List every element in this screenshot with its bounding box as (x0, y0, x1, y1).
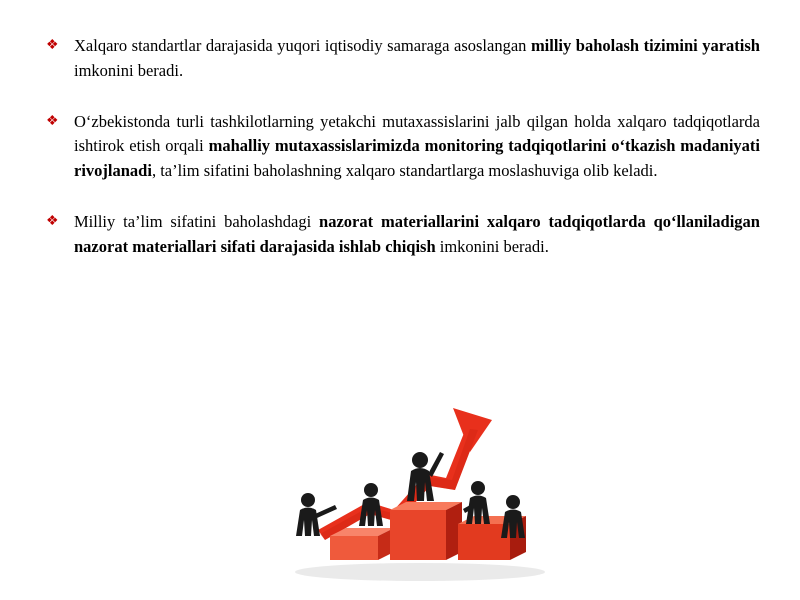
bullet-3-segment-1: Milliy ta’lim sifatini baholashdagi (74, 211, 320, 231)
bullet-text-3 (74, 210, 760, 260)
diamond-bullet-icon: ❖ (46, 38, 59, 53)
illustration-business-growth (270, 390, 570, 590)
bullet-1-segment-1: Xalqaro standartlar darajasida yuqori iqtisodiy samaraga asoslangan (74, 36, 531, 55)
bullet-3-segment-3: imkonini beradi. (435, 236, 549, 256)
bullet-item-1 (40, 34, 760, 84)
bullet-list (40, 34, 760, 259)
bullet-item-3 (40, 210, 760, 260)
bullet-2-segment-1: O‘zbekistonda turli tashkilotlarning yetakchi mutaxassislarini jalb qilgan holda xalqaro tadqiqotlarda ishtirok etish orqali (74, 111, 760, 156)
bullet-2-segment-3: , ta’lim sifatini baholashning xalqaro standartlarga moslashuviga olib keladi. (151, 161, 658, 180)
bullet-item-2 (40, 110, 760, 184)
bullet-1-segment-2: milliy baholash tizimini yaratish (530, 36, 760, 55)
diamond-bullet-icon: ❖ (46, 213, 59, 229)
bullet-text-2 (74, 110, 760, 184)
bullet-2-segment-2: mahalliy mutaxassislarimizda monitoring tadqiqotlarini o‘tkazish madaniyati rivojlanadi (74, 136, 760, 180)
bullet-3-segment-2: nazorat materiallarini xalqaro tadqiqotlarda qo‘llaniladigan nazorat materiallari sifati darajasida ishlab chiqish (74, 211, 760, 256)
bullet-1-segment-3: imkonini beradi. (74, 60, 184, 80)
bullet-text-1 (74, 34, 760, 84)
diamond-bullet-icon: ❖ (46, 113, 59, 129)
